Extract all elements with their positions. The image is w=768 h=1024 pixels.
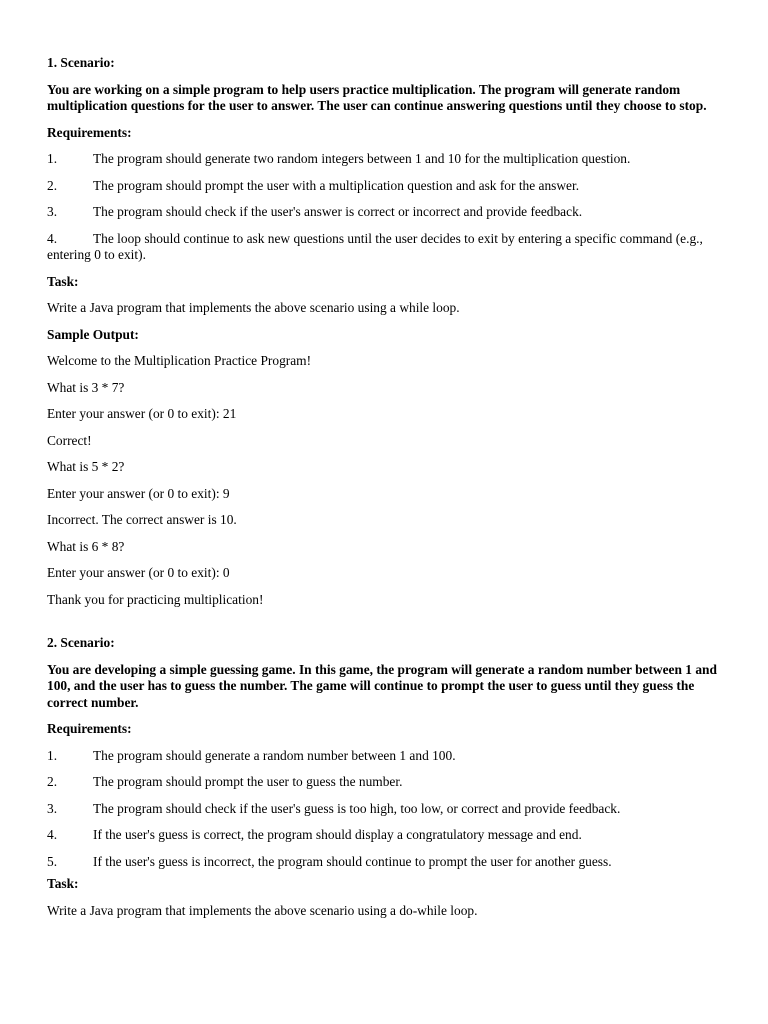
section2-requirement	[47, 827, 727, 844]
requirement-number: 3.	[47, 204, 58, 219]
requirement-text: The program should generate a random number between 1 and 100.	[93, 747, 456, 763]
section1-requirement	[47, 231, 727, 264]
sample-output-line: Correct!	[47, 432, 92, 448]
requirement-text: The program should check if the user's answer is correct or incorrect and provide feedback.	[93, 204, 583, 219]
sample-output-line: Thank you for practicing multiplication!	[47, 591, 264, 607]
requirement-number: 3.	[47, 800, 58, 816]
sample-output-line: What is 5 * 2?	[47, 459, 125, 474]
requirement-text: The loop should continue to ask new questions until the user decides to exit by entering a specific command (e.g., entering 0 to exit).	[47, 230, 703, 262]
section2-requirement	[47, 748, 727, 765]
sample-output-line: Enter your answer (or 0 to exit): 9	[47, 485, 230, 501]
section2-task-heading: Task:	[47, 876, 79, 891]
section1-task: Write a Java program that implements the above scenario using a while loop.	[47, 300, 460, 315]
sample-output-line: Incorrect. The correct answer is 10.	[47, 512, 237, 527]
requirement-number: 2.	[47, 177, 58, 193]
requirement-number: 4.	[47, 827, 58, 842]
requirement-number: 1.	[47, 151, 58, 166]
requirement-text: The program should prompt the user with a multiplication question and ask for the answer.	[93, 177, 580, 193]
section1-task-heading: Task:	[47, 273, 79, 289]
section2-requirements-heading: Requirements:	[47, 721, 132, 736]
requirement-text: If the user's guess is incorrect, the program should continue to prompt the user for another guess.	[93, 853, 612, 869]
sample-output-line: What is 6 * 8?	[47, 538, 125, 554]
requirement-text: The program should generate two random integers between 1 and 10 for the multiplication question.	[93, 151, 631, 166]
requirement-text: The program should prompt the user to guess the number.	[93, 774, 403, 789]
section1-scenario: You are working on a simple program to help users practice multiplication. The program will generate random multiplication questions for the user to answer. The user can continue answering questions until they choose to stop.	[47, 81, 707, 113]
section2-heading: 2. Scenario:	[47, 635, 115, 650]
section2-scenario: You are developing a simple guessing game. In this game, the program will generate a random number between 1 and 100, and the user has to guess the number. The game will continue to prompt the user to guess until they guess the correct number.	[47, 661, 717, 710]
section-spacer	[47, 618, 727, 635]
requirement-number: 4.	[47, 230, 58, 246]
sample-output-line: Enter your answer (or 0 to exit): 21	[47, 406, 237, 421]
section2-requirement	[47, 774, 727, 791]
section1-requirement	[47, 151, 727, 168]
section1-requirements-heading: Requirements:	[47, 124, 132, 140]
section1-requirement	[47, 178, 727, 195]
section2-requirement	[47, 801, 727, 818]
section1-requirement	[47, 204, 727, 221]
sample-output-line: What is 3 * 7?	[47, 379, 125, 395]
document-page	[47, 55, 727, 929]
requirement-text: If the user's guess is correct, the program should display a congratulatory message and end.	[93, 827, 582, 842]
requirement-number: 1.	[47, 747, 58, 763]
requirement-number: 5.	[47, 853, 58, 869]
sample-output-line: Enter your answer (or 0 to exit): 0	[47, 565, 230, 580]
requirement-text: The program should check if the user's guess is too high, too low, or correct and provide feedback.	[93, 800, 621, 816]
section1-sample-heading: Sample Output:	[47, 326, 139, 342]
section2-task: Write a Java program that implements the above scenario using a do-while loop.	[47, 902, 478, 918]
section1-heading: 1. Scenario:	[47, 55, 115, 70]
sample-output-line: Welcome to the Multiplication Practice Program!	[47, 353, 312, 368]
requirement-number: 2.	[47, 774, 58, 789]
section2-requirement	[47, 854, 727, 871]
